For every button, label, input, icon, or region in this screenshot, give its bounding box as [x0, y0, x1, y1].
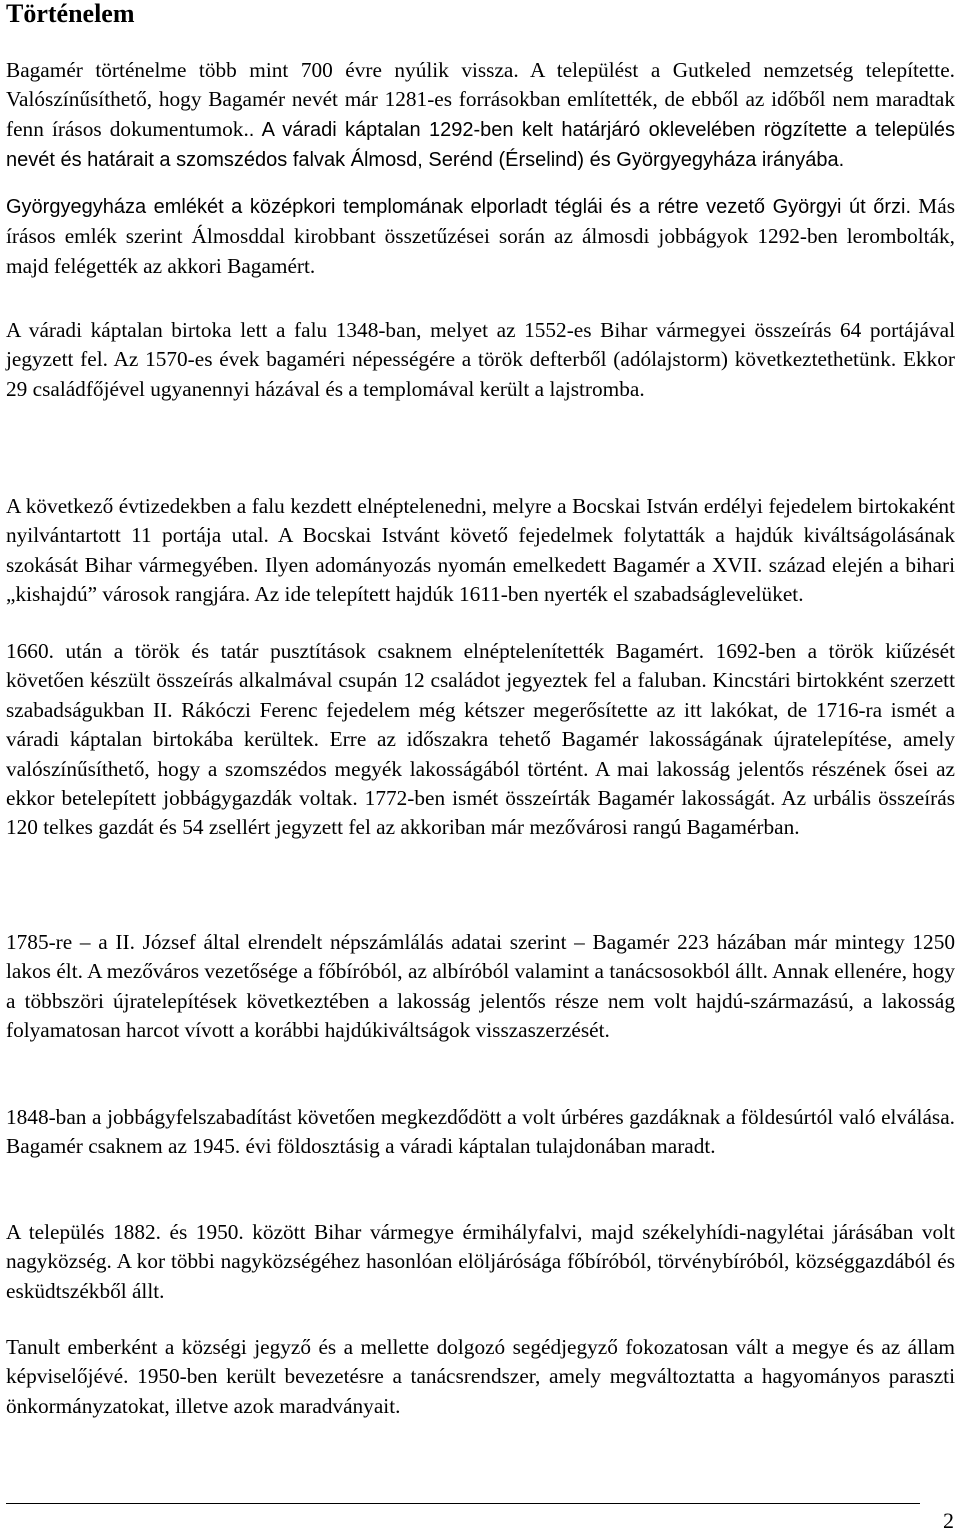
- paragraph-origins-charter-text: . A váradi káptalan 1292-ben kelt határjáró oklevelében rögzítette a település nevét és határait a szomszédos falvak Álmosd, Serénd (Érselind) és Györgyegyháza irányába.: [6, 118, 955, 172]
- paragraph-gyorgyegyhaza: [6, 192, 955, 281]
- paragraph-council-system: Tanult emberként a községi jegyző és a mellette dolgozó segédjegyző fokozatosan vált a megye és az állam képviselőjévé. 1950-ben került bevezetésre a tanácsrendszer, amely megváltoztatta a hagyományos paraszti önkormányzatokat, illetve azok maradványait.: [6, 1335, 955, 1418]
- paragraph-resettlement: 1660. után a török és tatár pusztítások csaknem elnéptelenítették Bagamért. 1692-ben a török kiűzését követően készült összeírás alkalmával csupán 12 családot jegyeztek fel a faluban. Kincstári birtokként szerzett szabadságukban II. Rákóczi Ferenc fejedelem még kétszer megerősítette az itt lakókat, de 1716-ra ismét a váradi káptalan birtokába kerültek. Erre az időszakra tehető Bagamér lakosságának újratelepítése, amely valószínűsíthető, hogy a szomszédos megyék lakosságából történt. A mai lakosság jelentős részének ősei az ekkor betelepített jobbágygazdák voltak. 1772-ben ismét összeírták Bagamér lakosságát. Az urbális összeírás 120 telkes gazdát és 54 zsellért jegyzett fel az akkoriban már mezővárosi rangú Bagamérban.: [6, 639, 955, 840]
- paragraph-serf-liberation: 1848-ban a jobbágyfelszabadítást követően megkezdődött a volt úrbéres gazdáknak a földesúrtól való elválása. Bagamér csaknem az 1945. évi földosztásig a váradi káptalan tulajdonában maradt.: [6, 1105, 955, 1159]
- paragraph-origins-text: Bagamér történelme több mint 700 évre nyúlik vissza. A települést a Gutkeled nemzetség telepítette. Valószínűsíthető, hogy Bagamér nevét már 1281-es forrásokban említették, de ebből az időből nem maradtak fenn írásos dokumentumok.: [6, 58, 955, 141]
- page-title: Történelem: [6, 0, 135, 28]
- footer-divider: [6, 1503, 920, 1504]
- paragraph-gyorgyegyhaza-sans-text: Györgyegyháza emlékét a középkori templomának elporladt téglái és a rétre vezető Györgyi út őrzi.: [6, 196, 911, 218]
- paragraph-gyorgyegyhaza-text: Más írásos emlék szerint Álmosddal kirobbant összetűzései során az álmosdi jobbágyok 1292-ben lerombolták, majd felégették az akkori Bagamért.: [6, 194, 955, 278]
- paragraph-census-1785: 1785-re – a II. József által elrendelt népszámlálás adatai szerint – Bagamér 223 házában már mintegy 1250 lakos élt. A mezőváros vezetősége a főbíróból, az albíróból valamint a tanácsosokból állt. Annak ellenére, hogy a többszöri újratelepítések következtében a lakosság jelentős része nem volt hajdú-származású, a lakosság folyamatosan harcot vívott a korábbi hajdúkiváltságok visszaszerzését.: [6, 930, 955, 1043]
- paragraph-hajdu-privileges: A következő évtizedekben a falu kezdett elnéptelenedni, melyre a Bocskai István erdélyi fejedelem birtokaként nyilvántartott 11 portája utal. A Bocskai Istvánt követő fejedelmek folytatták a hajdúk kiváltságolásának szokását Bihar vármegyében. Ilyen adományozás nyomán emelkedett Bagamér a XVII. század elején a bihari „kishajdú” városok rangjára. Az ide telepített hajdúk 1611-ben nyerték el szabadságlevelüket.: [6, 494, 955, 607]
- paragraph-large-village: A település 1882. és 1950. között Bihar vármegye érmihályfalvi, majd székelyhídi-nagylétai járásában volt nagyközség. A kor többi nagyközségéhez hasonlóan elöljárósága főbíróból, törvénybíróból, községgazdából és esküdtszékből állt.: [6, 1220, 955, 1303]
- paragraph-origins: [6, 56, 955, 176]
- paragraph-chapter-estate: A váradi káptalan birtoka lett a falu 1348-ban, melyet az 1552-es Bihar vármegyei összeírás 64 portájával jegyzett fel. Az 1570-es évek bagaméri népességére a török defterből (adólajstorm) következtethetünk. Ekkor 29 családfőjével ugyanennyi házával és a templomával került a lajstromba.: [6, 318, 955, 401]
- page-number: 2: [943, 1508, 954, 1533]
